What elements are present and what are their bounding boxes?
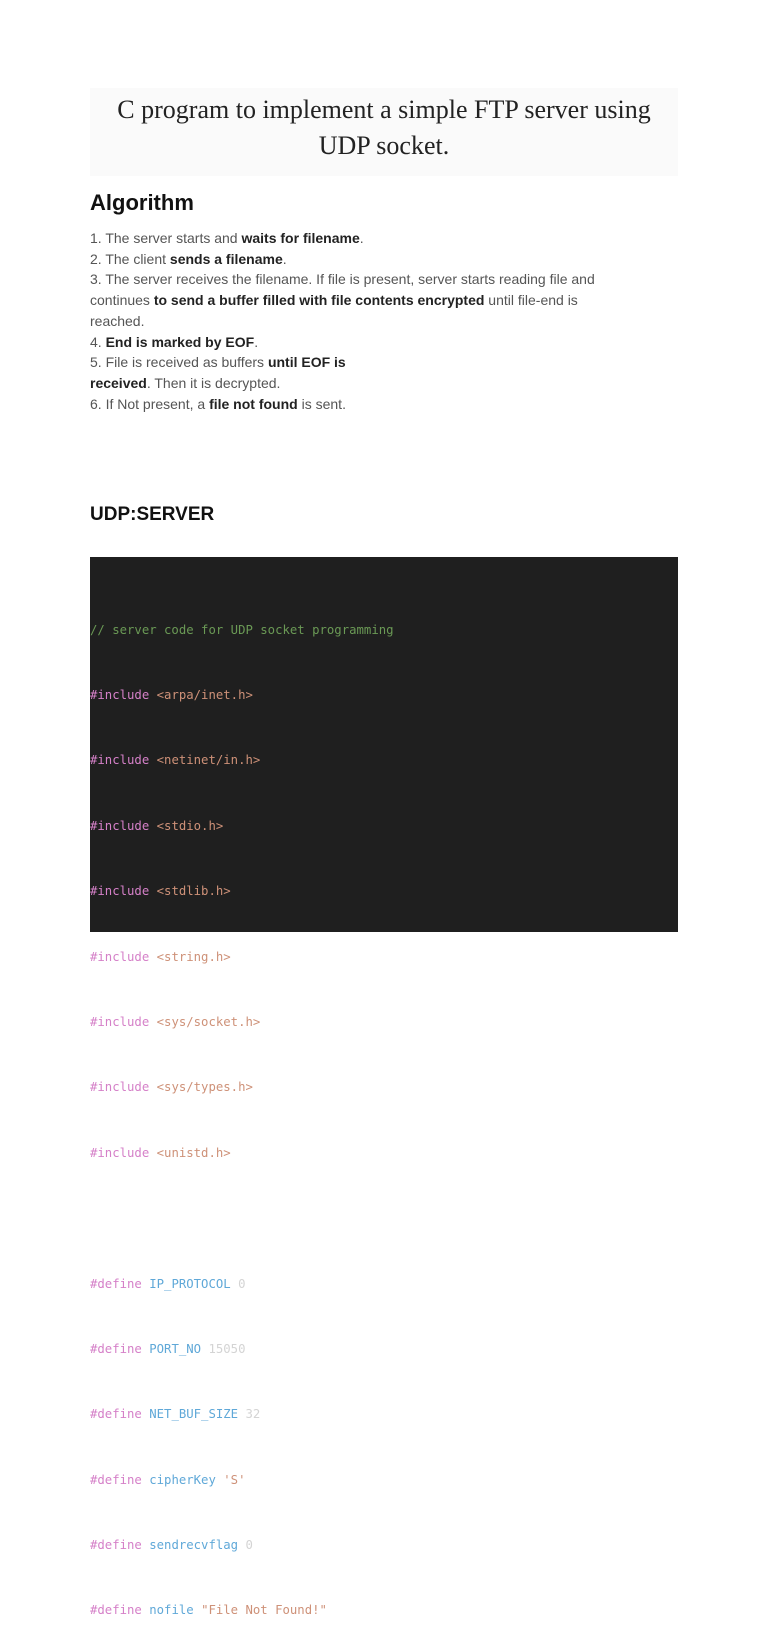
- code-line-include: #include <arpa/inet.h>: [90, 687, 253, 702]
- code-line-include: #include <netinet/in.h>: [90, 753, 261, 768]
- code-line-define: #define NET_BUF_SIZE 32: [90, 1407, 261, 1422]
- code-block: [90, 557, 678, 1618]
- code-line-define: #define sendrecvflag 0: [90, 1538, 253, 1553]
- code-line-blank: [90, 1208, 678, 1230]
- code-line-define: #define PORT_NO 15050: [90, 1341, 246, 1356]
- code-line-include: #include <sys/types.h>: [90, 1080, 253, 1095]
- step-line: 3. The server receives the filename. If file is present, server starts reading file and: [90, 271, 595, 288]
- code-line-define: #define nofile "File Not Found!": [90, 1603, 327, 1618]
- step-line: 6. If Not present, a file not found is sent.: [90, 395, 346, 412]
- algorithm-heading: Algorithm: [90, 190, 194, 215]
- code-line-include: #include <string.h>: [90, 949, 231, 964]
- title-line-1: C program to implement a simple FTP server using: [117, 95, 651, 124]
- step-line: 1. The server starts and waits for filename.: [90, 230, 364, 246]
- step-line: reached.: [90, 312, 145, 329]
- code-line-include: #include <unistd.h>: [90, 1145, 231, 1160]
- code-line-include: #include <stdlib.h>: [90, 884, 231, 899]
- step-line: 5. File is received as buffers until EOF is: [90, 354, 346, 371]
- step-line: continues to send a buffer filled with file contents encrypted until file-end is: [90, 292, 578, 309]
- code-comment: // server code for UDP socket programming: [90, 622, 394, 637]
- code-line-include: #include <stdio.h>: [90, 818, 224, 833]
- code-line-define: #define cipherKey 'S': [90, 1472, 246, 1487]
- code-line-include: #include <sys/socket.h>: [90, 1014, 261, 1029]
- step-line: 4. End is marked by EOF.: [90, 333, 259, 350]
- step-line: 2. The client sends a filename.: [90, 250, 287, 267]
- code-line-define: #define IP_PROTOCOL 0: [90, 1276, 246, 1291]
- section-heading: UDP:SERVER: [90, 504, 215, 525]
- step-line: received. Then it is decrypted.: [90, 374, 281, 391]
- algorithm-steps: [90, 228, 650, 414]
- title-line-2: UDP socket.: [318, 131, 450, 160]
- page-title: [90, 88, 678, 176]
